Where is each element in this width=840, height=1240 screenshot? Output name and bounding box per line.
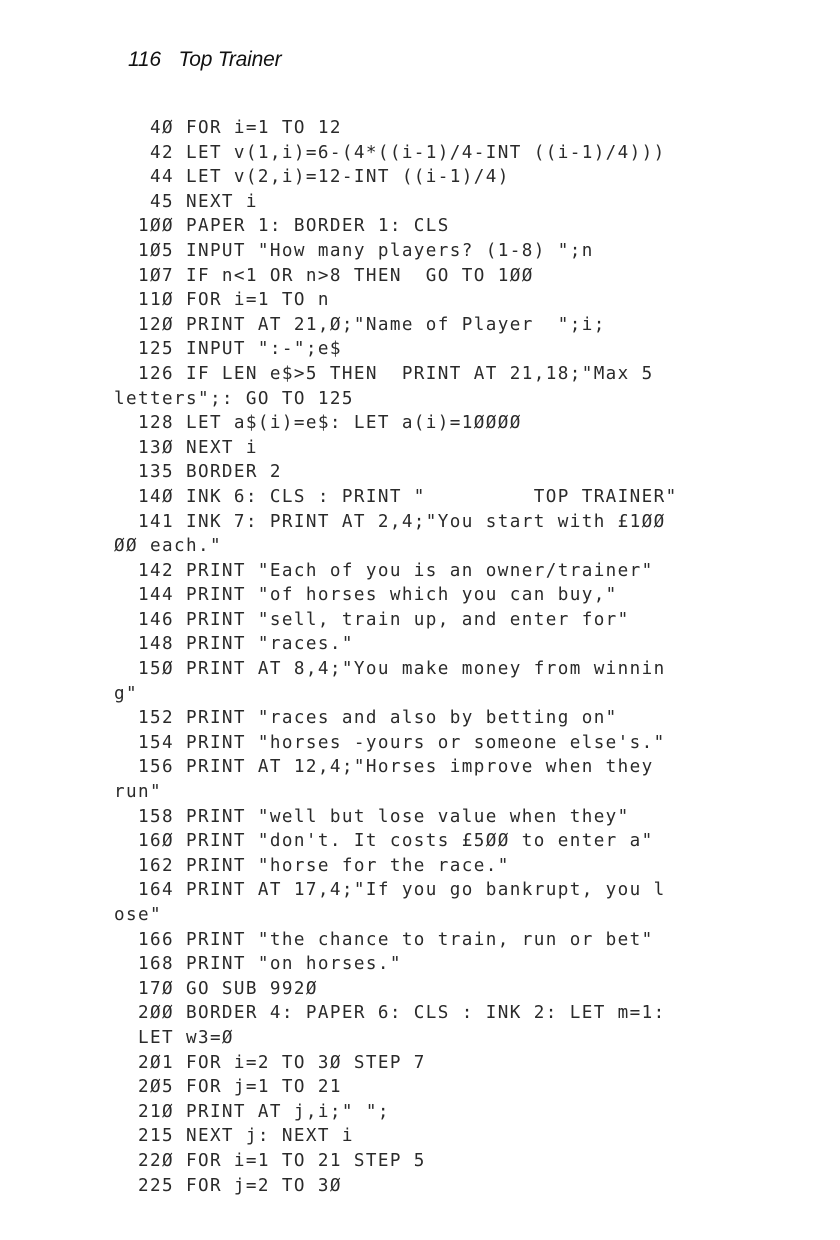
code-line: 44 LET v(2,i)=12-INT ((i-1)/4) [114, 167, 510, 188]
code-line: 14Ø INK 6: CLS : PRINT " TOP TRAINER" [114, 486, 678, 507]
code-line: 225 FOR j=2 TO 3Ø [114, 1175, 342, 1196]
code-line: 144 PRINT "of horses which you can buy," [114, 585, 618, 606]
code-line: run" [114, 782, 162, 803]
code-line: 2Ø5 FOR j=1 TO 21 [114, 1077, 342, 1098]
code-line: 22Ø FOR i=1 TO 21 STEP 5 [114, 1150, 426, 1171]
code-line: 16Ø PRINT "don't. It costs £5ØØ to enter a" [114, 831, 654, 852]
code-line: 1Ø7 IF n<1 OR n>8 THEN GO TO 1ØØ [114, 265, 534, 286]
code-line: 215 NEXT j: NEXT i [114, 1126, 354, 1147]
code-line: 21Ø PRINT AT j,i;" "; [114, 1101, 390, 1122]
code-line: 12Ø PRINT AT 21,Ø;"Name of Player ";i; [114, 314, 606, 335]
book-title: Top Trainer [178, 48, 282, 71]
code-line: g" [114, 683, 138, 704]
code-line: 146 PRINT "sell, train up, and enter for" [114, 609, 630, 630]
code-line: 154 PRINT "horses -yours or someone else's." [114, 732, 666, 753]
basic-program-listing [114, 116, 794, 1198]
code-line: 125 INPUT ":-";e$ [114, 339, 342, 360]
code-line: 142 PRINT "Each of you is an owner/trainer" [114, 560, 654, 581]
code-line: 164 PRINT AT 17,4;"If you go bankrupt, you l [114, 880, 666, 901]
code-line: 141 INK 7: PRINT AT 2,4;"You start with £1ØØ [114, 511, 666, 532]
code-line: 168 PRINT "on horses." [114, 954, 402, 975]
running-head [128, 48, 281, 72]
code-line: 162 PRINT "horse for the race." [114, 855, 510, 876]
code-line: 2ØØ BORDER 4: PAPER 6: CLS : INK 2: LET m=1: [114, 1003, 666, 1024]
code-line: 128 LET a$(i)=e$: LET a(i)=1ØØØØ [114, 413, 522, 434]
code-line: 152 PRINT "races and also by betting on" [114, 708, 618, 729]
code-line: 4Ø FOR i=1 TO 12 [114, 118, 342, 138]
code-line: 13Ø NEXT i [114, 437, 258, 458]
code-line: 166 PRINT "the chance to train, run or bet" [114, 929, 654, 950]
code-line: letters";: GO TO 125 [114, 388, 354, 409]
code-line: 148 PRINT "races." [114, 634, 354, 655]
code-line: 135 BORDER 2 [114, 462, 282, 483]
code-line: 11Ø FOR i=1 TO n [114, 290, 330, 311]
code-line: ose" [114, 905, 162, 925]
code-line: 1ØØ PAPER 1: BORDER 1: CLS [114, 216, 450, 237]
code-line: 15Ø PRINT AT 8,4;"You make money from winnin [114, 659, 666, 680]
code-line: 45 NEXT i [114, 191, 258, 212]
code-line: 2Ø1 FOR i=2 TO 3Ø STEP 7 [114, 1052, 426, 1073]
code-line: 17Ø GO SUB 992Ø [114, 978, 318, 999]
code-line: 126 IF LEN e$>5 THEN PRINT AT 21,18;"Max 5 [114, 363, 654, 384]
code-line: 156 PRINT AT 12,4;"Horses improve when they [114, 757, 654, 778]
page-number: 116 [128, 48, 161, 71]
code-line: 158 PRINT "well but lose value when they" [114, 806, 630, 827]
code-line: 42 LET v(1,i)=6-(4*((i-1)/4-INT ((i-1)/4))) [114, 142, 666, 163]
code-line: 1Ø5 INPUT "How many players? (1-8) ";n [114, 240, 594, 261]
code-line: LET w3=Ø [114, 1027, 234, 1048]
code-line: ØØ each." [114, 536, 222, 557]
